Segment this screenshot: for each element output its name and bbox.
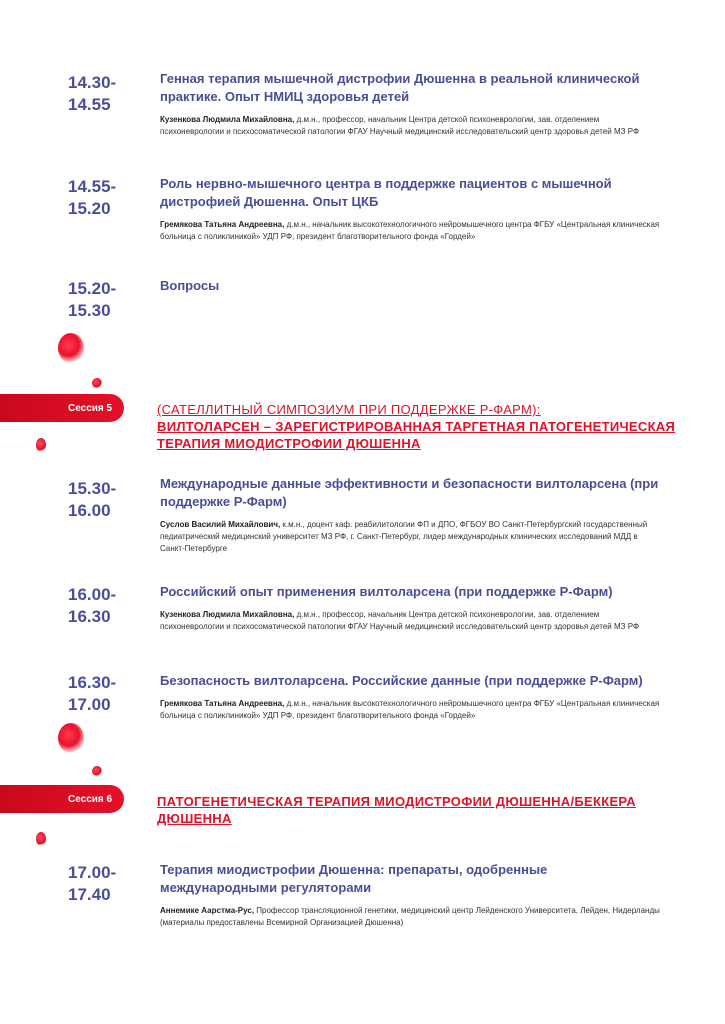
talk-block bbox=[160, 175, 660, 243]
session-title: ПАТОГЕНЕТИЧЕСКАЯ ТЕРАПИЯ МИОДИСТРОФИИ ДЮШЕННА/БЕККЕРА ДЮШЕННА bbox=[157, 794, 636, 826]
speaker-name: Кузенкова Людмила Михайловна, bbox=[160, 115, 295, 124]
time-slot: 17.00- 17.40 bbox=[68, 863, 117, 904]
speaker-name: Кузенкова Людмила Михайловна, bbox=[160, 610, 295, 619]
decor-dot bbox=[92, 378, 102, 388]
session-badge: Сессия 6 bbox=[0, 785, 124, 813]
decor-dot bbox=[36, 438, 46, 452]
time-slot: 15.30- 16.00 bbox=[68, 479, 117, 520]
talk-speaker bbox=[160, 905, 660, 929]
talk-block bbox=[160, 475, 660, 555]
decor-blob bbox=[58, 333, 84, 363]
talk-block bbox=[160, 672, 660, 722]
time-slot: 16.00- 16.30 bbox=[68, 585, 117, 626]
talk-block bbox=[160, 277, 660, 295]
session-badge: Сессия 5 bbox=[0, 394, 124, 422]
session-subtitle: (САТЕЛЛИТНЫЙ СИМПОЗИУМ ПРИ ПОДДЕРЖКЕ Р-ФАРМ): bbox=[157, 402, 541, 417]
speaker-details: д.м.н., начальник высокотехнологичного нейромышечного центра ФГБУ «Центральная клиническая больница с поликлиникой» УДП РФ, президент благотворительного фонда «Гордей» bbox=[160, 220, 660, 241]
talk-speaker bbox=[160, 698, 660, 722]
talk-title: Генная терапия мышечной дистрофии Дюшенна в реальной клинической практике. Опыт НМИЦ здоровья детей bbox=[160, 71, 640, 104]
speaker-name: Гремякова Татьяна Андреевна, bbox=[160, 699, 285, 708]
session-heading bbox=[157, 793, 677, 827]
session-heading bbox=[157, 401, 677, 452]
talk-block bbox=[160, 583, 660, 633]
time-slot: 15.20- 15.30 bbox=[68, 279, 117, 320]
speaker-details: д.м.н., профессор, начальник Центра детской психоневрологии, зав. отделением психоневрологии и психосоматической патологии ФГАУ Научный медицинский исследовательский центр здоровья детей МЗ РФ bbox=[160, 610, 640, 631]
decor-dot bbox=[36, 832, 46, 846]
talk-speaker bbox=[160, 609, 660, 633]
decor-dot bbox=[92, 766, 102, 776]
talk-title: Вопросы bbox=[160, 278, 220, 293]
speaker-details: д.м.н., профессор, начальник Центра детской психоневрологии, зав. отделением психоневрологии и психосоматической патологии ФГАУ Научный медицинский исследовательский центр здоровья детей МЗ РФ bbox=[160, 115, 640, 136]
time-slot: 16.30- 17.00 bbox=[68, 673, 117, 714]
talk-speaker bbox=[160, 114, 660, 138]
talk-speaker bbox=[160, 519, 660, 555]
decor-blob bbox=[58, 723, 84, 753]
speaker-name: Аннемике Аарстма-Рус, bbox=[160, 906, 255, 915]
talk-title: Российский опыт применения вилтоларсена (при поддержке Р-Фарм) bbox=[160, 584, 613, 599]
session-title: ВИЛТОЛАРСЕН – ЗАРЕГИСТРИРОВАННАЯ ТАРГЕТНАЯ ПАТОГЕНЕТИЧЕСКАЯ ТЕРАПИЯ МИОДИСТРОФИИ ДЮШЕННА bbox=[157, 419, 676, 451]
time-slot: 14.55- 15.20 bbox=[68, 177, 117, 218]
talk-title: Международные данные эффективности и безопасности вилтоларсена (при поддержке Р-Фарм) bbox=[160, 476, 659, 509]
speaker-details: д.м.н., начальник высокотехнологичного нейромышечного центра ФГБУ «Центральная клиническая больница с поликлиникой» УДП РФ, президент благотворительного фонда «Гордей» bbox=[160, 699, 660, 720]
talk-title: Терапия миодистрофии Дюшенна: препараты, одобренные международными регуляторами bbox=[160, 862, 548, 895]
speaker-details: Профессор трансляционной генетики, медицинский центр Лейденского Университета, Лейден, Нидерланды (материалы предоставлены Всемирной Организацией Дюшенна) bbox=[160, 906, 660, 927]
talk-block bbox=[160, 70, 660, 138]
speaker-name: Суслов Василий Михайлович, bbox=[160, 520, 281, 529]
talk-speaker bbox=[160, 219, 660, 243]
talk-title: Безопасность вилтоларсена. Российские данные (при поддержке Р-Фарм) bbox=[160, 673, 643, 688]
talk-title: Роль нервно-мышечного центра в поддержке пациентов с мышечной дистрофией Дюшенна. Опыт ЦКБ bbox=[160, 176, 612, 209]
speaker-details: к.м.н., доцент каф. реабилитологии ФП и ДПО, ФГБОУ ВО Санкт-Петербургский государственный педиатрический медицинский университет МЗ РФ, г. Санкт-Петербург, лидер международных клинических исследований МДД в Санкт-Петербурге bbox=[160, 520, 648, 553]
talk-block bbox=[160, 861, 660, 929]
speaker-name: Гремякова Татьяна Андреевна, bbox=[160, 220, 285, 229]
time-slot: 14.30- 14.55 bbox=[68, 73, 117, 114]
